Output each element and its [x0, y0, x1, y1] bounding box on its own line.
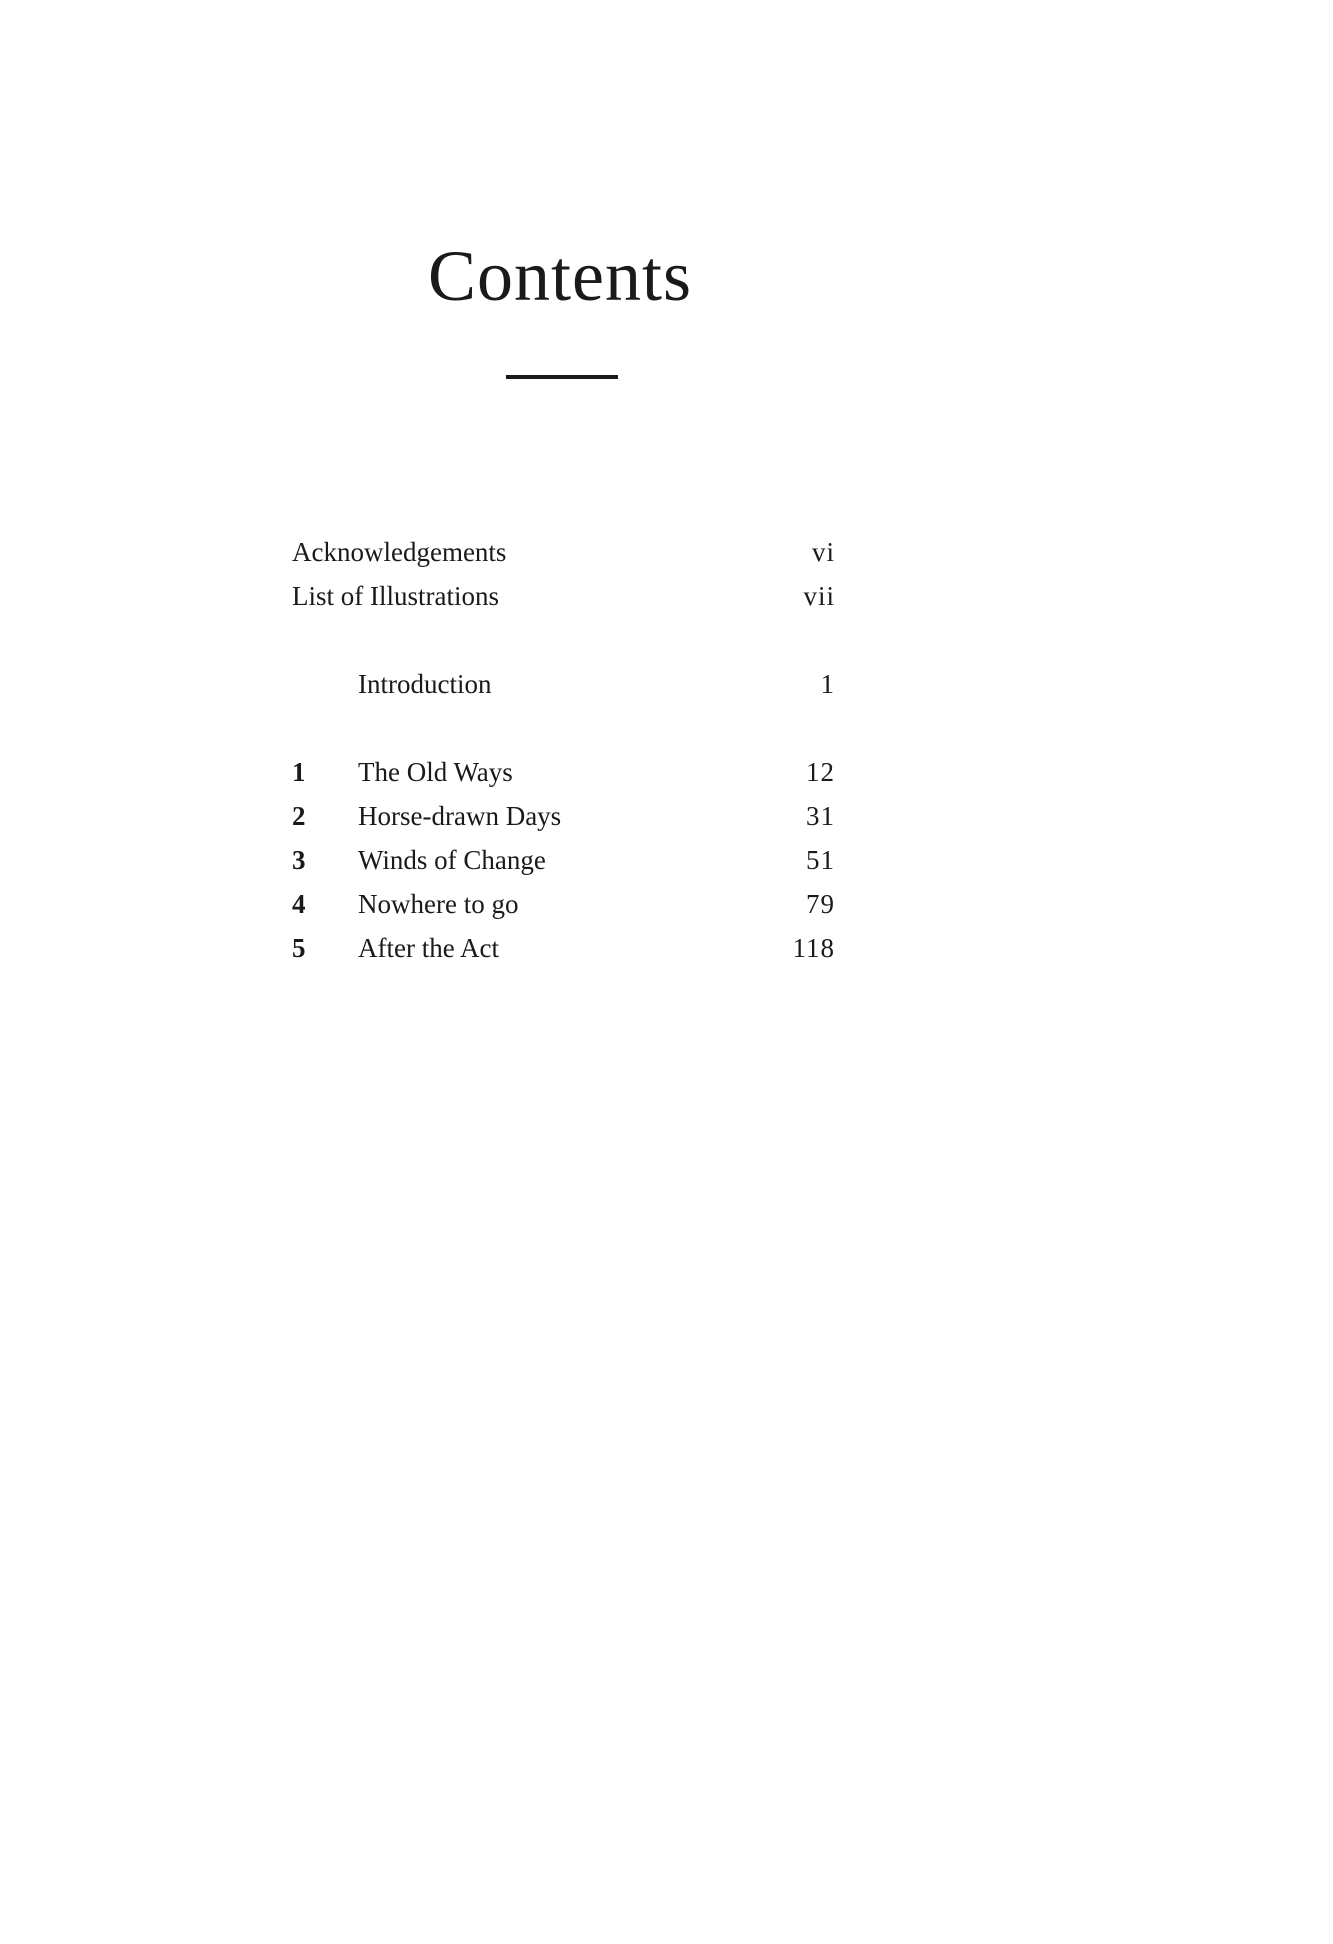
toc-spacer [292, 706, 835, 750]
chapter-title: Horse-drawn Days [358, 801, 562, 831]
chapter-number: 2 [292, 801, 306, 831]
toc-chapter-2 [292, 794, 835, 838]
toc-entry-list-of-illustrations [292, 574, 835, 618]
toc-entry-page: vii [803, 581, 835, 611]
toc-entry-introduction [292, 662, 835, 706]
toc-chapter-3 [292, 838, 835, 882]
chapter-number: 4 [292, 889, 306, 919]
toc-entry-label: List of Illustrations [292, 581, 499, 611]
title-underline-rule [506, 375, 618, 379]
chapter-page: 31 [806, 801, 835, 831]
toc-entry-label: Acknowledgements [292, 537, 507, 567]
toc-entry-page: 1 [820, 669, 835, 699]
toc-entry-acknowledgements [292, 530, 835, 574]
toc-spacer [292, 618, 835, 662]
chapter-number: 1 [292, 757, 306, 787]
toc-chapter-4 [292, 882, 835, 926]
chapter-title: Nowhere to go [358, 889, 519, 919]
chapter-page: 51 [806, 845, 835, 875]
toc-entry-page: vi [811, 537, 835, 567]
toc-entry-label: Introduction [358, 669, 492, 699]
chapter-page: 79 [806, 889, 835, 919]
page-title: Contents [427, 236, 692, 316]
chapter-page: 12 [806, 757, 835, 787]
chapter-number: 3 [292, 845, 306, 875]
chapter-number: 5 [292, 933, 306, 963]
chapter-title: Winds of Change [358, 845, 546, 875]
toc-chapter-1 [292, 750, 835, 794]
table-of-contents [292, 530, 835, 970]
chapter-title: The Old Ways [358, 757, 513, 787]
toc-chapter-5 [292, 926, 835, 970]
chapter-page: 118 [792, 933, 835, 963]
chapter-title: After the Act [358, 933, 499, 963]
